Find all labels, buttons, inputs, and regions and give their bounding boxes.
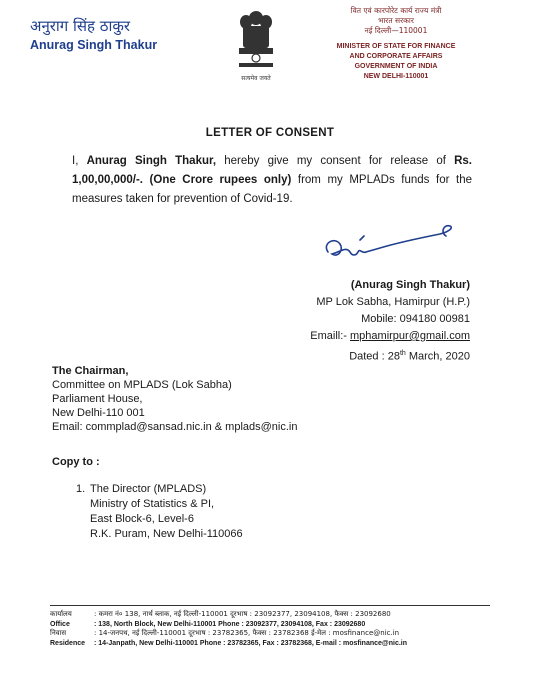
footer-label: कार्यालय: [50, 610, 72, 618]
recipient-line-2: Ministry of Statistics & PI,: [90, 498, 215, 510]
addressee-line-4: New Delhi-110 001: [52, 407, 145, 419]
ministry-english-line-4: NEW DELHI-110001: [363, 73, 429, 80]
para-name: Anurag Singh Thakur,: [86, 155, 217, 167]
national-emblem-icon: [234, 8, 278, 80]
para-prefix: I,: [72, 155, 87, 167]
consent-paragraph: [72, 152, 472, 209]
footer-row-residence: [50, 639, 490, 649]
para-amount: Rs. 1,00,00,000/-. (One Crore rupees only): [72, 155, 473, 186]
footer-text: : 14-जनपथ, नई दिल्ली-110001 दूरभाष : 23782365, फैक्स : 23782368 ई-मेल : mosfinance@nic.in: [94, 629, 400, 637]
footer-label: Office: [50, 620, 70, 628]
recipient-line-3: East Block-6, Level-6: [90, 513, 194, 525]
footer-label: निवास: [50, 629, 67, 637]
footer-label: Residence: [50, 639, 86, 647]
addressee-line-1: The Chairman,: [52, 365, 129, 377]
footer-text: : कमरा नं० 138, नार्थ ब्लाक, नई दिल्ली-110001 दूरभाष : 23092377, 23094108, फैक्स : 23092680: [94, 610, 391, 618]
para-mid: hereby give my consent for release of: [216, 155, 455, 167]
signatory-email-link[interactable]: mphamirpur@gmail.com: [350, 330, 470, 342]
ministry-english-line-2: AND CORPORATE AFFAIRS: [349, 53, 443, 60]
date-prefix: Dated : 28: [349, 350, 400, 363]
signatory-email-line: [270, 328, 470, 345]
ministry-letterhead: [316, 6, 476, 82]
emblem-motto: सत्यमेव जयते: [241, 75, 271, 82]
ministry-english-line-1: MINISTER OF STATE FOR FINANCE: [336, 43, 456, 50]
sender-name-english: Anurag Singh Thakur: [30, 38, 158, 52]
signature-block: [270, 277, 470, 366]
recipient-number: 1.: [76, 483, 86, 495]
ministry-hindi-line-3: नई दिल्ली—110001: [364, 26, 428, 35]
copy-to-label: Copy to :: [52, 456, 100, 468]
footer-text: : 14-Janpath, New Delhi-110001 Phone : 23782365, Fax : 23782368, E-mail : mosfinance@nic.in: [94, 639, 408, 647]
footer-divider: [50, 605, 490, 606]
addressee-block: [52, 364, 298, 434]
letter-title: LETTER OF CONSENT: [205, 127, 335, 139]
footer-text: : 138, North Block, New Delhi-110001 Phone : 23092377, 23094108, Fax : 23092680: [94, 620, 366, 628]
recipient-line-1: The Director (MPLADS): [90, 483, 207, 495]
footer-row-office-hindi: [50, 610, 490, 620]
ministry-hindi-line-1: वित एवं कारपोरेट कार्य राज्य मंत्री: [350, 6, 442, 15]
email-label: Emaill:-: [310, 330, 351, 342]
handwritten-signature: [320, 222, 460, 270]
footer-row-residence-hindi: [50, 629, 490, 639]
signatory-mobile: Mobile: 094180 00981: [361, 313, 470, 325]
addressee-email-line: Email: commplad@sansad.nic.in & mplads@nic.in: [52, 421, 298, 433]
footer-row-office: [50, 620, 490, 630]
date-sup: th: [399, 350, 406, 357]
ministry-hindi-line-2: भारत सरकार: [378, 16, 414, 25]
sender-name-hindi: अनुराग सिंह ठाकुर: [30, 17, 131, 35]
para-rest: from my MPLADs funds for the measures taken for prevention of Covid-19.: [72, 174, 472, 205]
recipient-line-4: R.K. Puram, New Delhi-110066: [90, 528, 243, 540]
letter-date: [270, 345, 470, 366]
copy-to-recipient: [76, 482, 243, 542]
signatory-name: (Anurag Singh Thakur): [350, 279, 470, 291]
addressee-line-2: Committee on MPLADS (Lok Sabha): [52, 379, 232, 391]
footer-contact: [50, 610, 490, 648]
signatory-designation: MP Lok Sabha, Hamirpur (H.P.): [316, 296, 470, 308]
date-suffix: March, 2020: [405, 350, 470, 363]
addressee-line-3: Parliament House,: [52, 393, 143, 405]
ministry-english-line-3: GOVERNMENT OF INDIA: [354, 63, 438, 70]
